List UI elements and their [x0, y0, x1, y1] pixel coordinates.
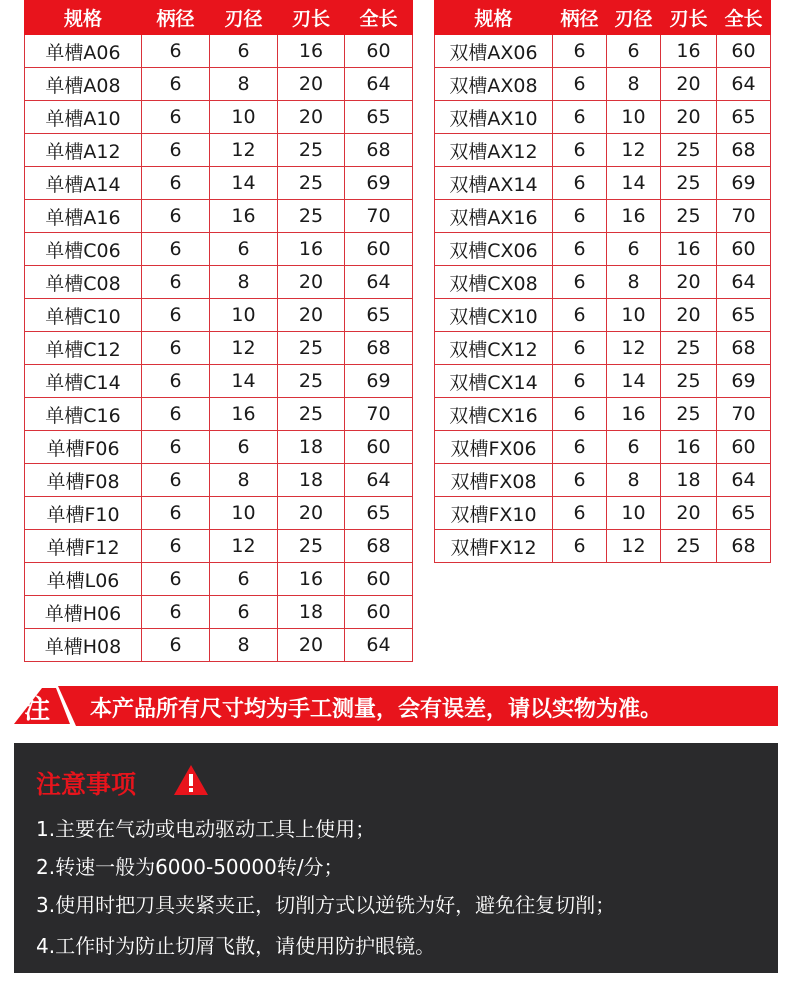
table-header-row: [25, 1, 413, 35]
cell-blade-diameter: 12: [210, 134, 278, 167]
cell-blade-diameter: 10: [210, 101, 278, 134]
table-row: [25, 398, 413, 431]
table-row: [435, 167, 771, 200]
table-row: [25, 530, 413, 563]
cell-total-length: 69: [345, 167, 413, 200]
cell-blade-diameter: 16: [607, 398, 661, 431]
precaution-item-2: 2.转速一般为6000-50000转/分；: [36, 855, 344, 879]
cell-blade-length: 25: [661, 530, 717, 563]
cell-shank-diameter: 6: [142, 398, 210, 431]
cell-blade-length: 20: [278, 101, 345, 134]
cell-blade-length: 25: [278, 530, 345, 563]
cell-blade-length: 20: [278, 629, 345, 662]
note-tag-label: 注: [24, 695, 51, 725]
cell-spec: 双槽FX10: [435, 497, 553, 530]
cell-spec: 双槽CX06: [435, 233, 553, 266]
cell-blade-diameter: 12: [210, 530, 278, 563]
cell-total-length: 64: [717, 68, 771, 101]
table-row: [25, 596, 413, 629]
table-row: [25, 464, 413, 497]
cell-blade-diameter: 8: [607, 464, 661, 497]
cell-blade-diameter: 6: [210, 431, 278, 464]
cell-blade-diameter: 6: [607, 35, 661, 68]
cell-total-length: 68: [345, 134, 413, 167]
warning-triangle-icon: [172, 763, 210, 797]
cell-total-length: 68: [717, 134, 771, 167]
table-row: [25, 167, 413, 200]
cell-total-length: 69: [717, 167, 771, 200]
cell-shank-diameter: 6: [553, 101, 607, 134]
cell-spec: 双槽FX06: [435, 431, 553, 464]
cell-shank-diameter: 6: [553, 167, 607, 200]
table-row: [435, 200, 771, 233]
cell-shank-diameter: 6: [142, 35, 210, 68]
cell-blade-length: 20: [661, 299, 717, 332]
cell-total-length: 69: [717, 365, 771, 398]
table-row: [435, 497, 771, 530]
table-row: [435, 266, 771, 299]
cell-total-length: 70: [717, 200, 771, 233]
cell-total-length: 60: [717, 431, 771, 464]
cell-total-length: 60: [345, 563, 413, 596]
cell-spec: 单槽A08: [25, 68, 142, 101]
cell-blade-diameter: 8: [210, 464, 278, 497]
cell-blade-diameter: 6: [210, 35, 278, 68]
precautions-panel: [14, 743, 778, 973]
table-row: [25, 332, 413, 365]
precaution-item-3: 3.使用时把刀具夹紧夹正，切削方式以逆铣为好，避免往复切削；: [36, 893, 616, 917]
cell-shank-diameter: 6: [142, 200, 210, 233]
cell-blade-length: 25: [661, 134, 717, 167]
cell-blade-diameter: 8: [210, 629, 278, 662]
cell-spec: 单槽C08: [25, 266, 142, 299]
cell-shank-diameter: 6: [142, 68, 210, 101]
cell-blade-length: 16: [661, 35, 717, 68]
cell-spec: 双槽AX06: [435, 35, 553, 68]
cell-spec: 双槽AX12: [435, 134, 553, 167]
cell-blade-length: 18: [278, 464, 345, 497]
cell-total-length: 65: [345, 299, 413, 332]
cell-blade-length: 25: [278, 167, 345, 200]
cell-spec: 双槽CX14: [435, 365, 553, 398]
cell-blade-length: 25: [661, 167, 717, 200]
cell-spec: 单槽C10: [25, 299, 142, 332]
cell-shank-diameter: 6: [553, 497, 607, 530]
header-total-length: 全长: [717, 1, 771, 35]
cell-total-length: 64: [345, 68, 413, 101]
cell-shank-diameter: 6: [142, 332, 210, 365]
cell-shank-diameter: 6: [142, 101, 210, 134]
spec-table-double-flute: [434, 0, 771, 563]
cell-total-length: 65: [717, 299, 771, 332]
cell-spec: 单槽H06: [25, 596, 142, 629]
cell-spec: 单槽A12: [25, 134, 142, 167]
table-row: [25, 35, 413, 68]
cell-total-length: 60: [345, 596, 413, 629]
cell-blade-diameter: 6: [210, 563, 278, 596]
cell-total-length: 70: [717, 398, 771, 431]
cell-blade-diameter: 12: [210, 332, 278, 365]
cell-spec: 双槽AX08: [435, 68, 553, 101]
cell-blade-diameter: 8: [607, 266, 661, 299]
cell-spec: 单槽C12: [25, 332, 142, 365]
cell-total-length: 64: [345, 629, 413, 662]
table-row: [25, 629, 413, 662]
cell-spec: 单槽F06: [25, 431, 142, 464]
cell-total-length: 70: [345, 398, 413, 431]
precaution-item-1: 1.主要在气动或电动驱动工具上使用；: [36, 817, 376, 841]
header-blade-diameter: 刃径: [607, 1, 661, 35]
cell-total-length: 60: [345, 431, 413, 464]
table-row: [435, 530, 771, 563]
cell-spec: 双槽AX10: [435, 101, 553, 134]
table-row: [435, 68, 771, 101]
cell-total-length: 65: [717, 101, 771, 134]
cell-spec: 单槽L06: [25, 563, 142, 596]
cell-spec: 单槽A06: [25, 35, 142, 68]
cell-total-length: 64: [345, 464, 413, 497]
cell-spec: 单槽F10: [25, 497, 142, 530]
cell-blade-diameter: 10: [210, 497, 278, 530]
cell-total-length: 65: [345, 497, 413, 530]
cell-blade-diameter: 16: [607, 200, 661, 233]
cell-total-length: 65: [345, 101, 413, 134]
cell-shank-diameter: 6: [553, 398, 607, 431]
header-spec: 规格: [435, 1, 553, 35]
cell-total-length: 68: [345, 332, 413, 365]
cell-total-length: 68: [717, 332, 771, 365]
cell-shank-diameter: 6: [142, 530, 210, 563]
cell-blade-diameter: 6: [607, 431, 661, 464]
cell-total-length: 68: [345, 530, 413, 563]
cell-spec: 双槽CX16: [435, 398, 553, 431]
cell-blade-diameter: 14: [607, 365, 661, 398]
cell-blade-length: 18: [661, 464, 717, 497]
cell-total-length: 65: [717, 497, 771, 530]
cell-blade-length: 20: [661, 266, 717, 299]
cell-spec: 双槽CX10: [435, 299, 553, 332]
cell-spec: 单槽F12: [25, 530, 142, 563]
table-row: [25, 299, 413, 332]
cell-total-length: 60: [345, 233, 413, 266]
cell-shank-diameter: 6: [142, 365, 210, 398]
cell-shank-diameter: 6: [553, 530, 607, 563]
precaution-item-4: 4.工作时为防止切屑飞散，请使用防护眼镜。: [36, 934, 436, 958]
table-row: [25, 431, 413, 464]
cell-blade-length: 20: [278, 266, 345, 299]
cell-total-length: 64: [717, 464, 771, 497]
cell-spec: 双槽FX12: [435, 530, 553, 563]
cell-shank-diameter: 6: [553, 365, 607, 398]
cell-blade-length: 20: [661, 497, 717, 530]
header-blade-diameter: 刃径: [210, 1, 278, 35]
table-row: [435, 431, 771, 464]
cell-blade-length: 20: [661, 68, 717, 101]
cell-spec: 单槽A16: [25, 200, 142, 233]
cell-blade-length: 25: [661, 398, 717, 431]
table-row: [25, 101, 413, 134]
cell-shank-diameter: 6: [142, 563, 210, 596]
cell-blade-diameter: 12: [607, 530, 661, 563]
cell-blade-length: 16: [278, 563, 345, 596]
cell-blade-length: 16: [278, 233, 345, 266]
cell-blade-diameter: 8: [210, 68, 278, 101]
cell-blade-diameter: 10: [607, 299, 661, 332]
cell-total-length: 64: [717, 266, 771, 299]
cell-total-length: 68: [717, 530, 771, 563]
cell-blade-diameter: 10: [210, 299, 278, 332]
cell-shank-diameter: 6: [553, 233, 607, 266]
cell-spec: 单槽A10: [25, 101, 142, 134]
cell-shank-diameter: 6: [553, 299, 607, 332]
cell-spec: 双槽CX12: [435, 332, 553, 365]
table-row: [25, 134, 413, 167]
cell-blade-length: 25: [278, 134, 345, 167]
cell-shank-diameter: 6: [142, 233, 210, 266]
cell-blade-diameter: 12: [607, 332, 661, 365]
cell-blade-length: 20: [278, 68, 345, 101]
cell-total-length: 60: [345, 35, 413, 68]
table-row: [25, 497, 413, 530]
cell-blade-diameter: 6: [210, 233, 278, 266]
table-row: [435, 35, 771, 68]
cell-blade-length: 25: [278, 332, 345, 365]
cell-blade-length: 25: [661, 365, 717, 398]
cell-shank-diameter: 6: [142, 431, 210, 464]
cell-shank-diameter: 6: [553, 266, 607, 299]
cell-spec: 单槽H08: [25, 629, 142, 662]
cell-blade-diameter: 12: [607, 134, 661, 167]
cell-spec: 单槽C16: [25, 398, 142, 431]
cell-blade-diameter: 10: [607, 101, 661, 134]
cell-spec: 单槽F08: [25, 464, 142, 497]
cell-blade-diameter: 14: [210, 365, 278, 398]
table-row: [435, 332, 771, 365]
table-row: [25, 563, 413, 596]
table-row: [435, 365, 771, 398]
header-blade-length: 刃长: [661, 1, 717, 35]
cell-spec: 单槽C14: [25, 365, 142, 398]
cell-spec: 单槽A14: [25, 167, 142, 200]
cell-spec: 双槽AX16: [435, 200, 553, 233]
cell-blade-length: 25: [278, 398, 345, 431]
table-row: [25, 68, 413, 101]
header-shank-diameter: 柄径: [553, 1, 607, 35]
header-shank-diameter: 柄径: [142, 1, 210, 35]
cell-blade-length: 20: [278, 497, 345, 530]
cell-blade-length: 18: [278, 431, 345, 464]
cell-blade-length: 25: [278, 365, 345, 398]
measurement-note-banner: [10, 686, 778, 726]
precautions-title: 注意事项: [36, 770, 137, 799]
table-row: [435, 134, 771, 167]
cell-total-length: 70: [345, 200, 413, 233]
table-row: [25, 200, 413, 233]
cell-shank-diameter: 6: [553, 134, 607, 167]
cell-spec: 双槽AX14: [435, 167, 553, 200]
cell-blade-length: 16: [278, 35, 345, 68]
cell-shank-diameter: 6: [142, 266, 210, 299]
table-row: [25, 233, 413, 266]
cell-blade-diameter: 8: [607, 68, 661, 101]
cell-total-length: 64: [345, 266, 413, 299]
cell-shank-diameter: 6: [553, 464, 607, 497]
cell-blade-diameter: 16: [210, 200, 278, 233]
cell-blade-length: 25: [278, 200, 345, 233]
cell-spec: 双槽CX08: [435, 266, 553, 299]
cell-blade-length: 25: [661, 200, 717, 233]
cell-shank-diameter: 6: [553, 68, 607, 101]
cell-blade-diameter: 6: [210, 596, 278, 629]
cell-blade-diameter: 16: [210, 398, 278, 431]
cell-blade-diameter: 10: [607, 497, 661, 530]
cell-spec: 双槽FX08: [435, 464, 553, 497]
table-row: [25, 365, 413, 398]
cell-shank-diameter: 6: [553, 35, 607, 68]
cell-blade-length: 16: [661, 431, 717, 464]
cell-shank-diameter: 6: [142, 629, 210, 662]
table-row: [435, 299, 771, 332]
table-row: [435, 101, 771, 134]
cell-blade-diameter: 8: [210, 266, 278, 299]
cell-shank-diameter: 6: [142, 134, 210, 167]
cell-total-length: 69: [345, 365, 413, 398]
table-row: [435, 398, 771, 431]
cell-blade-length: 20: [278, 299, 345, 332]
cell-blade-length: 25: [661, 332, 717, 365]
cell-blade-length: 16: [661, 233, 717, 266]
cell-spec: 单槽C06: [25, 233, 142, 266]
cell-total-length: 60: [717, 35, 771, 68]
cell-total-length: 60: [717, 233, 771, 266]
header-spec: 规格: [25, 1, 142, 35]
cell-shank-diameter: 6: [142, 497, 210, 530]
spec-table-single-flute: [24, 0, 413, 662]
cell-shank-diameter: 6: [142, 596, 210, 629]
cell-shank-diameter: 6: [142, 299, 210, 332]
table-row: [25, 266, 413, 299]
cell-blade-diameter: 14: [210, 167, 278, 200]
cell-blade-length: 18: [278, 596, 345, 629]
cell-shank-diameter: 6: [553, 431, 607, 464]
header-blade-length: 刃长: [278, 1, 345, 35]
cell-shank-diameter: 6: [142, 464, 210, 497]
note-text: 本产品所有尺寸均为手工测量，会有误差，请以实物为准。: [90, 697, 663, 722]
cell-blade-length: 20: [661, 101, 717, 134]
table-row: [435, 233, 771, 266]
table-header-row: [435, 1, 771, 35]
cell-shank-diameter: 6: [142, 167, 210, 200]
cell-shank-diameter: 6: [553, 332, 607, 365]
header-total-length: 全长: [345, 1, 413, 35]
cell-shank-diameter: 6: [553, 200, 607, 233]
cell-blade-diameter: 14: [607, 167, 661, 200]
cell-blade-diameter: 6: [607, 233, 661, 266]
table-row: [435, 464, 771, 497]
